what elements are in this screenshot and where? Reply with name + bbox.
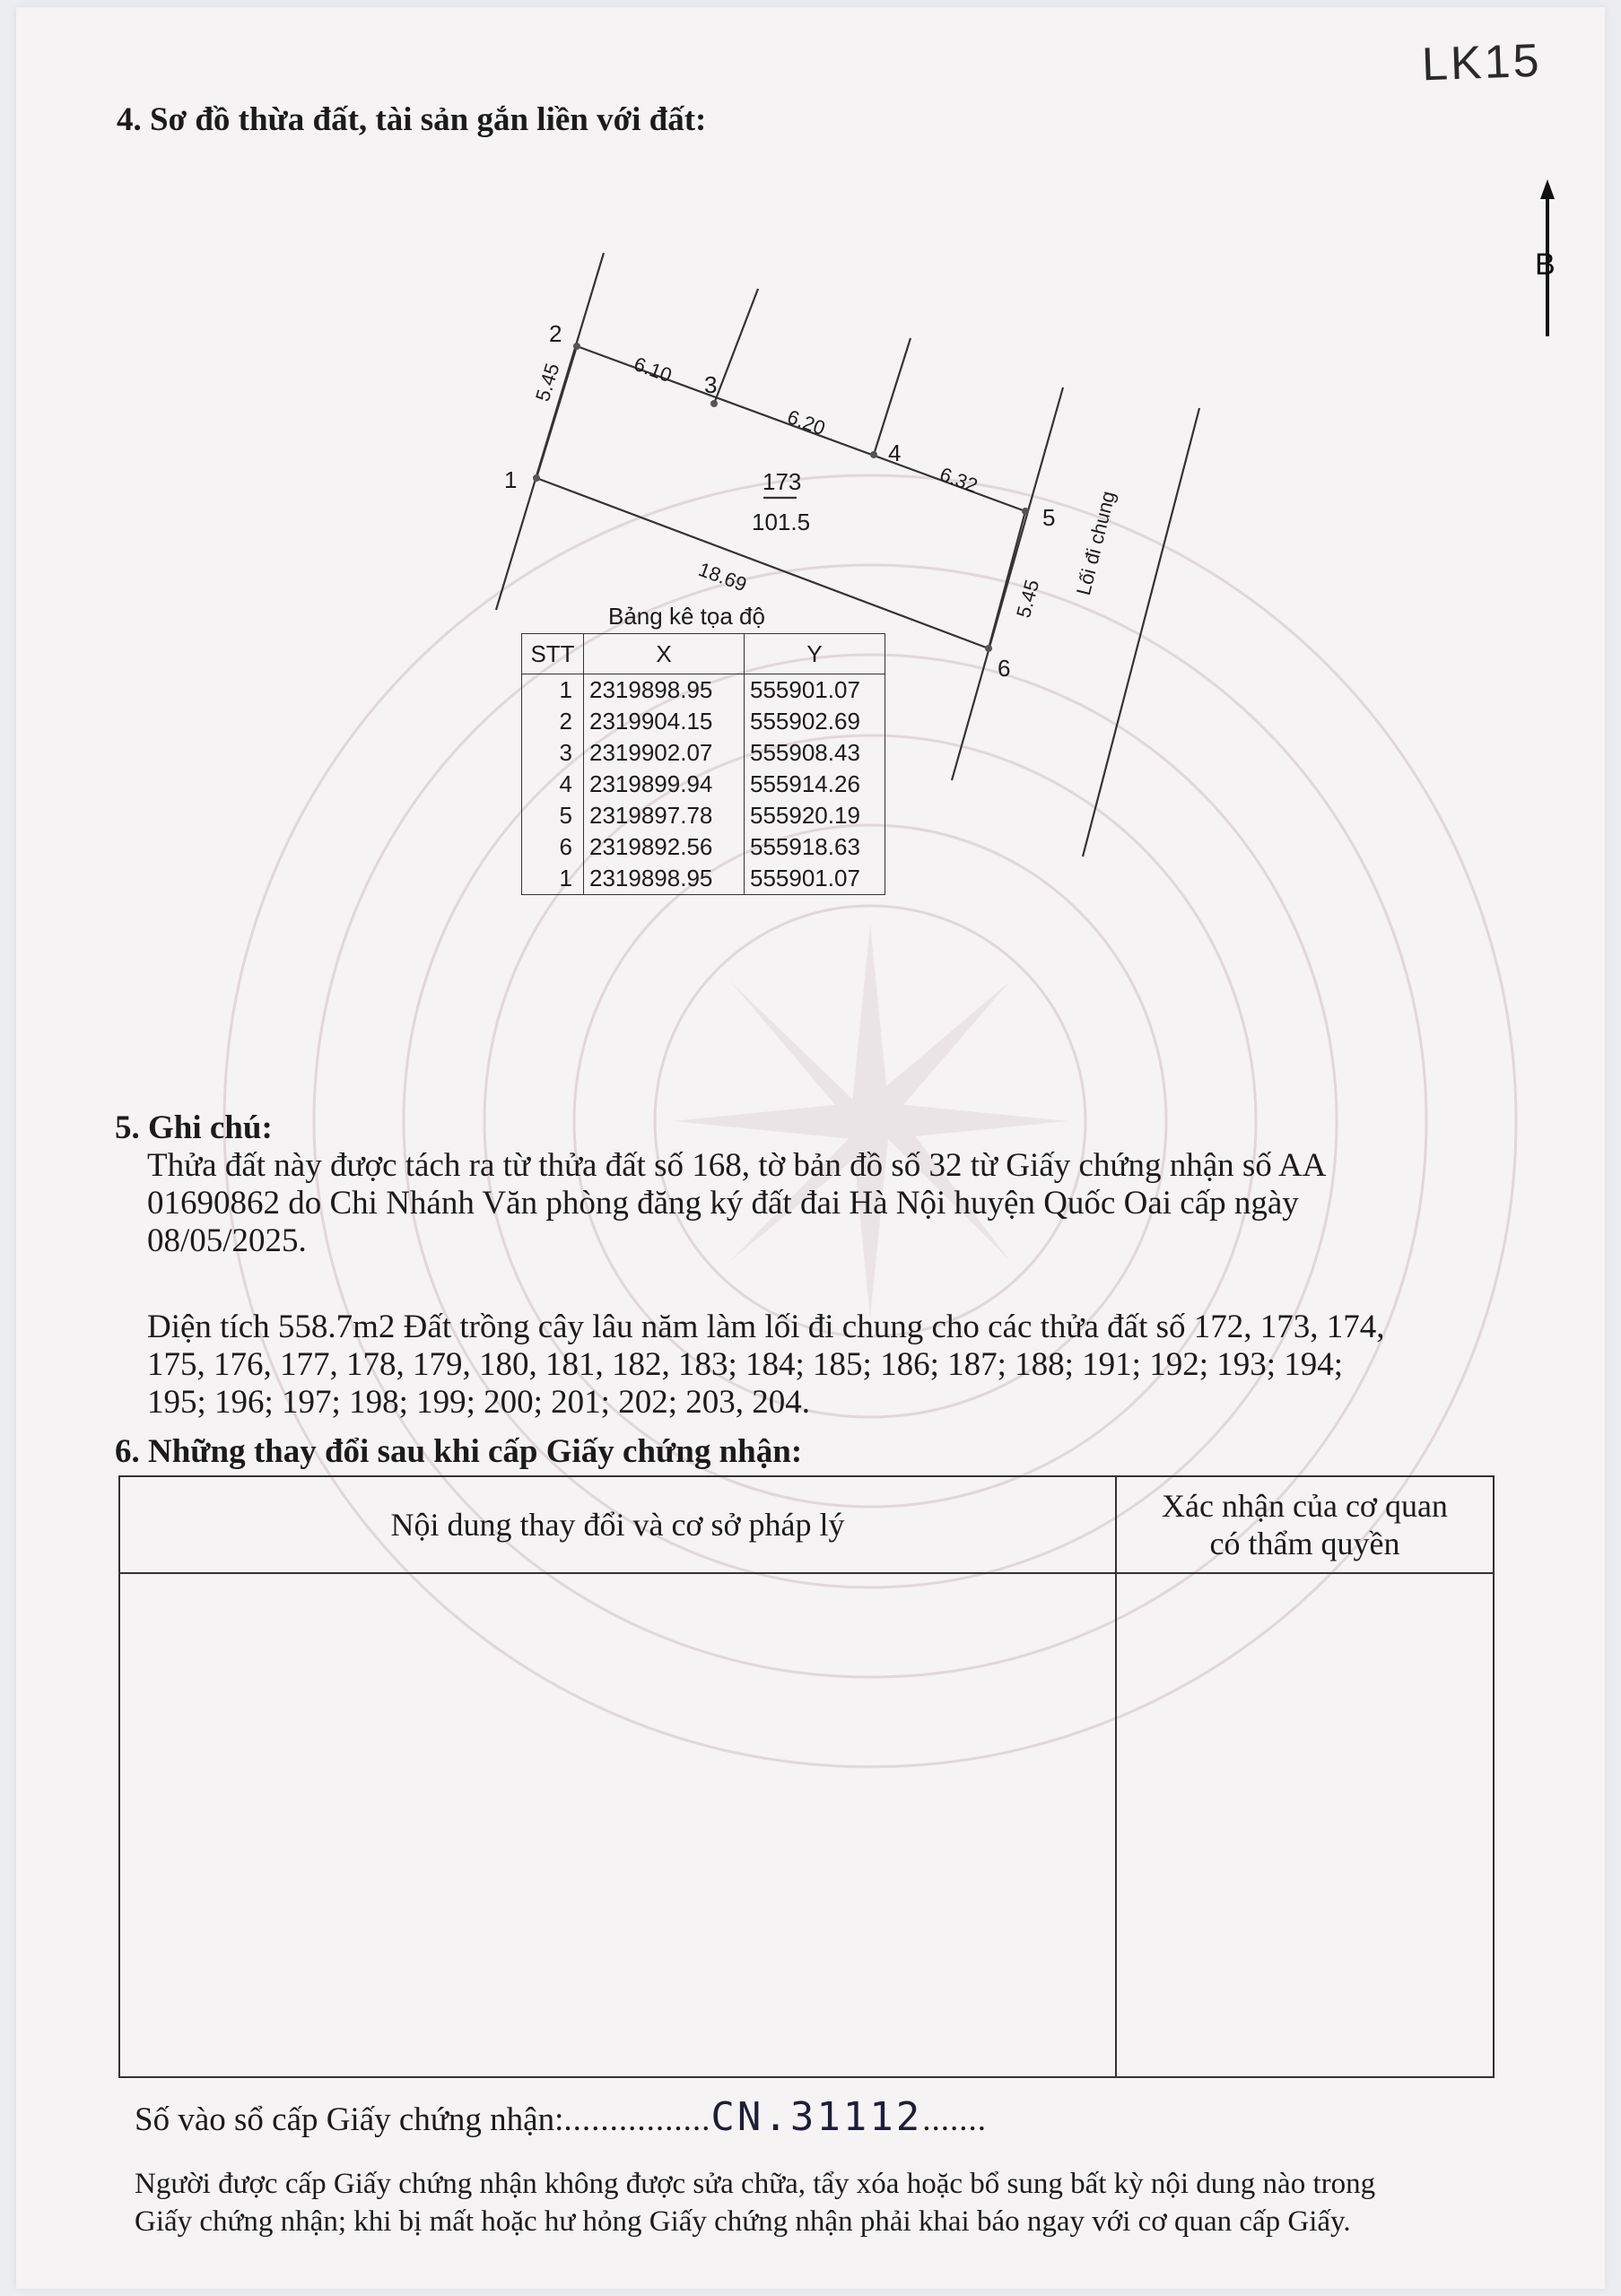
note-paragraph-2 — [147, 1309, 1385, 1422]
table-row — [522, 831, 885, 863]
cell-y: 555901.07 — [745, 674, 885, 707]
cell-x: 2319899.94 — [584, 769, 745, 800]
cell-stt: 4 — [522, 769, 584, 800]
header-stt: STT — [522, 634, 584, 674]
edge-label-5-6: 5.45 — [1012, 577, 1044, 621]
cell-stt: 1 — [522, 674, 584, 707]
cell-stt: 3 — [522, 737, 584, 769]
registry-leader: ................ — [563, 2101, 711, 2138]
footer-note — [135, 2165, 1375, 2240]
registry-number: CN.31112 — [710, 2094, 923, 2140]
section6-title: 6. Những thay đổi sau khi cấp Giấy chứng nhận: — [115, 1433, 803, 1470]
cell-stt: 5 — [522, 800, 584, 831]
table-row — [522, 674, 885, 707]
changes-table — [118, 1475, 1495, 2078]
coord-table-header — [522, 634, 885, 674]
cell-y: 555918.63 — [745, 831, 885, 863]
changes-col1-header: Nội dung thay đổi và cơ sở pháp lý — [119, 1476, 1116, 1573]
edge-label-4-5: 6.32 — [937, 463, 981, 498]
registry-leader-end: ....... — [922, 2101, 988, 2138]
edge-label-2-3: 6.10 — [631, 352, 675, 387]
point-label-4: 4 — [888, 439, 902, 466]
section4-title: 4. Sơ đồ thừa đất, tài sản gắn liền với đất: — [117, 101, 707, 138]
parcel-number: 173 — [763, 468, 802, 495]
cell-stt: 6 — [522, 831, 584, 863]
cell-x: 2319898.95 — [584, 863, 745, 895]
cell-y: 555914.26 — [745, 769, 885, 800]
footer-line: Người được cấp Giấy chứng nhận không được sửa chữa, tẩy xóa hoặc bổ sung bất kỳ nội dung nào trong — [135, 2168, 1376, 2200]
cell-stt: 2 — [522, 706, 584, 737]
changes-col2-header — [1116, 1476, 1494, 1573]
corner-label: LK15 — [1421, 34, 1543, 91]
footer-line: Giấy chứng nhận; khi bị mất hoặc hư hỏng Giấy chứng nhận phải khai báo ngay với cơ quan cấp Giấy. — [135, 2205, 1351, 2238]
changes-content-cell — [119, 1573, 1116, 2077]
table-row — [522, 769, 885, 800]
edge-label-1-6: 18.69 — [695, 558, 750, 596]
coordinate-table — [521, 633, 885, 895]
note-line: Thửa đất này được tách ra từ thửa đất số 168, tờ bản đồ số 32 từ Giấy chứng nhận số AA — [147, 1147, 1327, 1184]
table-row — [522, 706, 885, 737]
point-label-1: 1 — [504, 466, 518, 493]
point-label-6: 6 — [998, 655, 1011, 682]
road-label: Lối đi chung — [1072, 488, 1120, 598]
cell-x: 2319897.78 — [584, 800, 745, 831]
north-label: B — [1535, 248, 1556, 282]
header-x: X — [584, 634, 745, 674]
cell-y: 555920.19 — [745, 800, 885, 831]
section5-title: 5. Ghi chú: — [115, 1109, 273, 1146]
cell-x: 2319902.07 — [584, 737, 745, 769]
cell-x: 2319904.15 — [584, 706, 745, 737]
note-line: 195; 196; 197; 198; 199; 200; 201; 202; 203, 204. — [147, 1384, 810, 1421]
note-line: 175, 176, 177, 178, 179, 180, 181, 182, 183; 184; 185; 186; 187; 188; 191; 192; 193; 194; — [147, 1346, 1344, 1383]
table-row — [522, 863, 885, 895]
cell-y: 555908.43 — [745, 737, 885, 769]
edge-label-3-4: 6.20 — [784, 405, 829, 440]
cell-y: 555901.07 — [745, 863, 885, 895]
point-label-5: 5 — [1042, 504, 1056, 531]
note-line: 08/05/2025. — [147, 1222, 307, 1259]
cell-stt: 1 — [522, 863, 584, 895]
note-line: 01690862 do Chi Nhánh Văn phòng đăng ký đất đai Hà Nội huyện Quốc Oai cấp ngày — [147, 1185, 1299, 1222]
coord-table-title: Bảng kê tọa độ — [608, 603, 765, 630]
header-y: Y — [745, 634, 885, 674]
changes-col2-header-line1: Xác nhận của cơ quan — [1162, 1488, 1448, 1524]
cell-x: 2319898.95 — [584, 674, 745, 707]
note-line: Diện tích 558.7m2 Đất trồng cây lâu năm làm lối đi chung cho các thửa đất số 172, 173, 174, — [147, 1309, 1385, 1345]
registry-line — [135, 2094, 987, 2140]
table-row — [522, 737, 885, 769]
note-paragraph-1 — [147, 1147, 1326, 1260]
point-label-3: 3 — [704, 371, 718, 398]
table-row — [522, 800, 885, 831]
registry-label: Số vào sổ cấp Giấy chứng nhận: — [135, 2101, 564, 2138]
cell-y: 555902.69 — [745, 706, 885, 737]
cell-x: 2319892.56 — [584, 831, 745, 863]
point-label-2: 2 — [549, 320, 562, 347]
parcel-area: 101.5 — [752, 509, 811, 535]
changes-col2-header-line2: có thẩm quyền — [1209, 1526, 1400, 1561]
changes-confirm-cell — [1116, 1573, 1494, 2077]
edge-label-1-2: 5.45 — [531, 361, 564, 404]
